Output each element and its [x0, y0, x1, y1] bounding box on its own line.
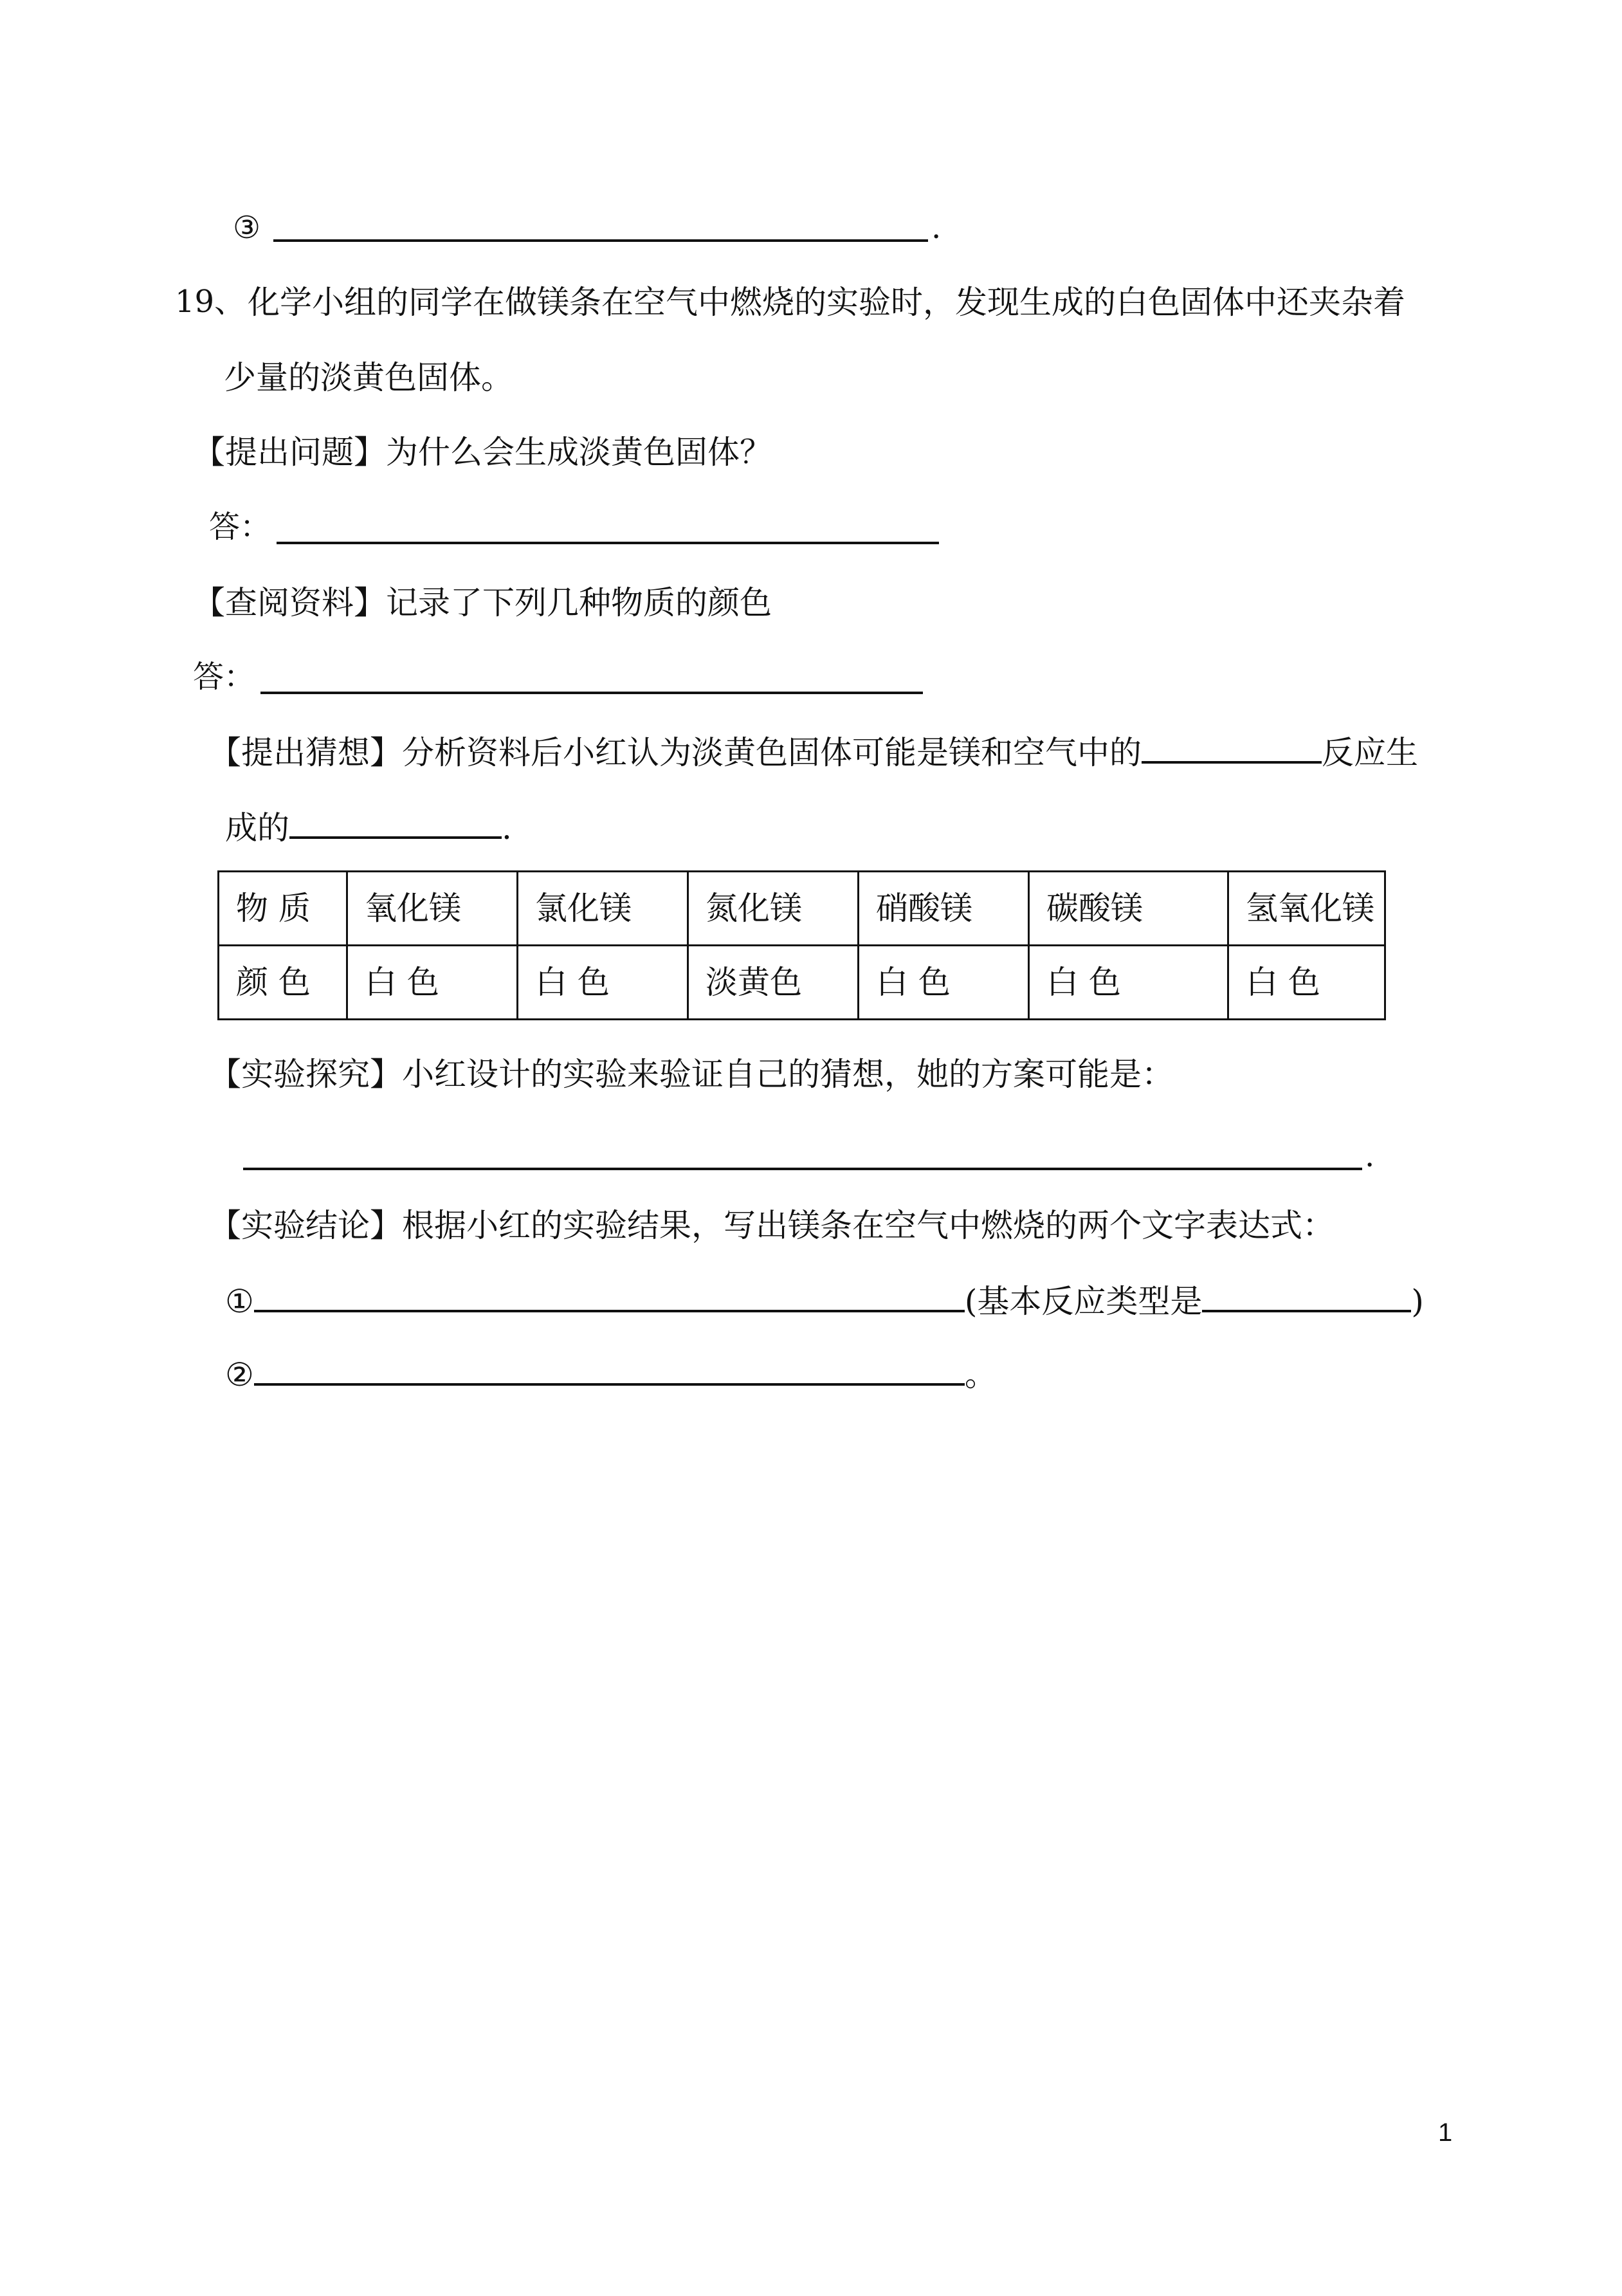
- page-number: 1: [1438, 2118, 1453, 2147]
- experiment-heading: 【实验探究】小红设计的实验来验证自己的猜想，她的方案可能是：: [209, 1056, 1174, 1093]
- table-cell-color: 白 色: [1228, 946, 1385, 1020]
- conclusion-item2-marker: ②: [225, 1356, 254, 1393]
- substance-color-table: [217, 870, 1386, 1020]
- prev-item-end: .: [931, 210, 942, 246]
- conclusion-item2-blank[interactable]: [254, 1378, 965, 1386]
- raise-question-answer-label: 答：: [209, 509, 271, 545]
- question-intro-line1: 化学小组的同学在做镁条在空气中燃烧的实验时，发现生成的白色固体中还夹杂着: [248, 284, 1405, 321]
- hypothesis-part1: 【提出猜想】分析资料后小红认为淡黄色固体可能是镁和空气中的: [209, 734, 1142, 771]
- hypothesis-part2: 反应生: [1322, 734, 1418, 771]
- question-number: 19、: [175, 284, 246, 320]
- consult-data-answer-label: 答：: [193, 659, 255, 695]
- table-header-substance: 物 质: [219, 872, 347, 946]
- table-row-substance: [219, 872, 1385, 946]
- hypothesis-part3: 成的: [225, 809, 289, 847]
- table-cell-substance: 碳酸镁: [1029, 872, 1228, 946]
- conclusion-item1: [225, 1285, 1424, 1318]
- table-cell-color: 淡黄色: [688, 946, 859, 1020]
- experiment-end: .: [1365, 1138, 1375, 1174]
- hypothesis-line1: [209, 734, 1418, 771]
- hypothesis-blank1[interactable]: [1142, 756, 1322, 764]
- table-cell-substance: 氢氧化镁: [1228, 872, 1385, 946]
- hypothesis-blank2[interactable]: [289, 831, 502, 839]
- hypothesis-line2: [225, 809, 512, 847]
- conclusion-item1-marker: ①: [225, 1283, 254, 1320]
- prev-item-answer-blank[interactable]: [273, 239, 928, 242]
- question-intro-line2: 少量的淡黄色固体。: [224, 359, 513, 396]
- conclusion-item1-reaction-type: (基本反应类型是: [964, 1283, 1203, 1320]
- conclusion-item1-type-blank[interactable]: [1202, 1305, 1411, 1312]
- table-header-color: 颜 色: [219, 946, 347, 1020]
- table-cell-substance: 硝酸镁: [859, 872, 1029, 946]
- raise-question-heading: 【提出问题】为什么会生成淡黄色固体？: [193, 434, 772, 471]
- table-row-color: [219, 946, 1385, 1020]
- conclusion-item2-end: 。: [964, 1356, 997, 1393]
- experiment-answer-blank[interactable]: [243, 1168, 1362, 1170]
- table-cell-substance: 氮化镁: [688, 872, 859, 946]
- prev-item-marker: ③: [233, 210, 261, 246]
- table-cell-color: 白 色: [347, 946, 518, 1020]
- table-cell-color: 白 色: [859, 946, 1029, 1020]
- consult-data-answer-blank[interactable]: [260, 692, 923, 694]
- table-cell-substance: 氯化镁: [518, 872, 688, 946]
- conclusion-item2: [225, 1356, 997, 1393]
- raise-question-answer-blank[interactable]: [277, 542, 939, 544]
- table-cell-color: 白 色: [518, 946, 688, 1020]
- hypothesis-part4: .: [502, 809, 512, 847]
- conclusion-item1-blank[interactable]: [254, 1305, 965, 1312]
- table-cell-substance: 氧化镁: [347, 872, 518, 946]
- conclusion-heading: 【实验结论】根据小红的实验结果，写出镁条在空气中燃烧的两个文字表达式：: [209, 1207, 1335, 1244]
- consult-data-heading: 【查阅资料】记录了下列几种物质的颜色: [193, 584, 772, 621]
- table-cell-color: 白 色: [1029, 946, 1228, 1020]
- conclusion-item1-close: ): [1411, 1283, 1424, 1320]
